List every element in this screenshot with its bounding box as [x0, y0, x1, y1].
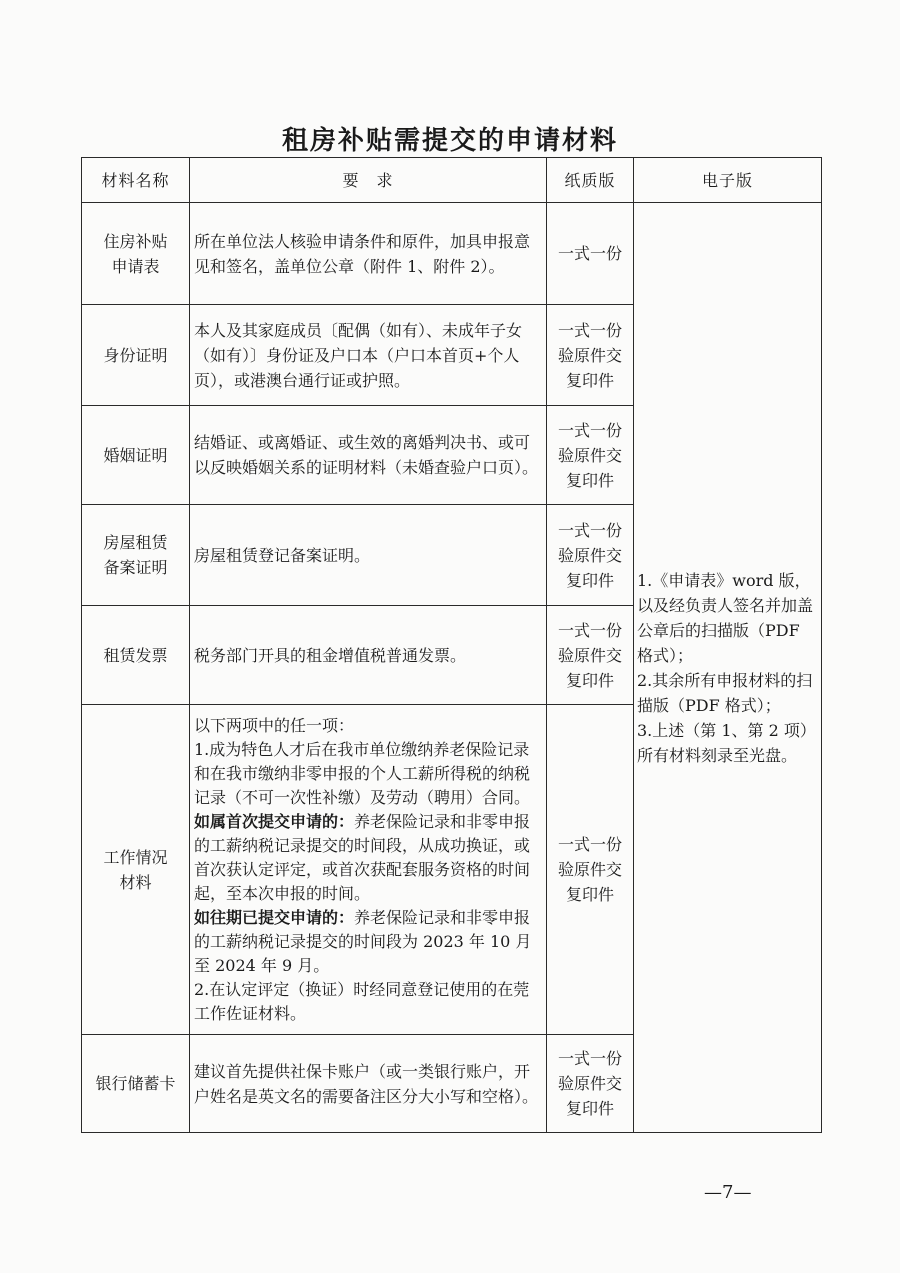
material-name: 银行储蓄卡 — [82, 1035, 190, 1133]
paper-copy: 一式一份 验原件交 复印件 — [547, 406, 634, 505]
requirement-item-1: 1.成为特色人才后在我市单位缴纳养老保险记录和在我市缴纳非零申报的个人工薪所得税的纳税记录（不可一次性补缴）及劳动（聘用）合同。 — [194, 739, 531, 807]
material-name: 婚姻证明 — [82, 406, 190, 505]
paper-copy: 一式一份 验原件交 复印件 — [547, 705, 634, 1035]
materials-table — [81, 157, 822, 1133]
header-electronic: 电子版 — [634, 158, 822, 203]
paper-copy: 一式一份 验原件交 复印件 — [547, 305, 634, 406]
first-submission-note: 如属首次提交申请的：养老保险记录和非零申报的工薪纳税记录提交的时间段，从成功换证，或首次获认定评定，或首次获配套服务资格的时间起，至本次申报的时间。 — [194, 811, 531, 903]
paper-copy: 一式一份 验原件交 复印件 — [547, 606, 634, 705]
material-name: 身份证明 — [82, 305, 190, 406]
requirement-text: 本人及其家庭成员〔配偶（如有）、未成年子女（如有）〕身份证及户口本（户口本首页+个人页），或港澳台通行证或护照。 — [190, 305, 547, 406]
requirement-item-2: 2.在认定评定（换证）时经同意登记使用的在莞工作佐证材料。 — [194, 979, 530, 1023]
table-row — [82, 203, 822, 305]
past-submission-note: 如往期已提交申请的：养老保险记录和非零申报的工薪纳税记录提交的时间段为 2023 年 10 月至 2024 年 9 月。 — [194, 907, 532, 975]
requirement-text: 建议首先提供社保卡账户（或一类银行账户，开户姓名是英文名的需要备注区分大小写和空格）。 — [190, 1035, 547, 1133]
page-title: 租房补贴需提交的申请材料 — [281, 126, 618, 156]
requirement-text — [190, 705, 547, 1035]
paper-copy: 一式一份 — [547, 203, 634, 305]
material-name: 租赁发票 — [82, 606, 190, 705]
requirement-text: 所在单位法人核验申请条件和原件，加具申报意见和签名，盖单位公章（附件 1、附件 2）。 — [190, 203, 547, 305]
requirement-text: 结婚证、或离婚证、或生效的离婚判决书、或可以反映婚姻关系的证明材料（未婚查验户口页）。 — [190, 406, 547, 505]
paper-copy: 一式一份 验原件交 复印件 — [547, 1035, 634, 1133]
material-name: 工作情况 材料 — [82, 705, 190, 1035]
requirement-text: 税务部门开具的租金增值税普通发票。 — [190, 606, 547, 705]
material-name: 房屋租赁 备案证明 — [82, 505, 190, 606]
table-header-row — [82, 158, 822, 203]
page-number: —7— — [704, 1182, 752, 1203]
header-requirements: 要 求 — [190, 158, 547, 203]
requirement-text: 房屋租赁登记备案证明。 — [190, 505, 547, 606]
requirement-intro: 以下两项中的任一项： — [194, 715, 355, 735]
material-name: 住房补贴 申请表 — [82, 203, 190, 305]
header-paper: 纸质版 — [547, 158, 634, 203]
paper-copy: 一式一份 验原件交 复印件 — [547, 505, 634, 606]
electronic-requirements: 1.《申请表》word 版，以及经负责人签名并加盖公章后的扫描版（PDF 格式）； 2.其余所有申报材料的扫描版（PDF 格式）； 3.上述（第 1、第 2 项）所有材料刻录至光盘。 — [634, 203, 822, 1133]
header-name: 材料名称 — [82, 158, 190, 203]
